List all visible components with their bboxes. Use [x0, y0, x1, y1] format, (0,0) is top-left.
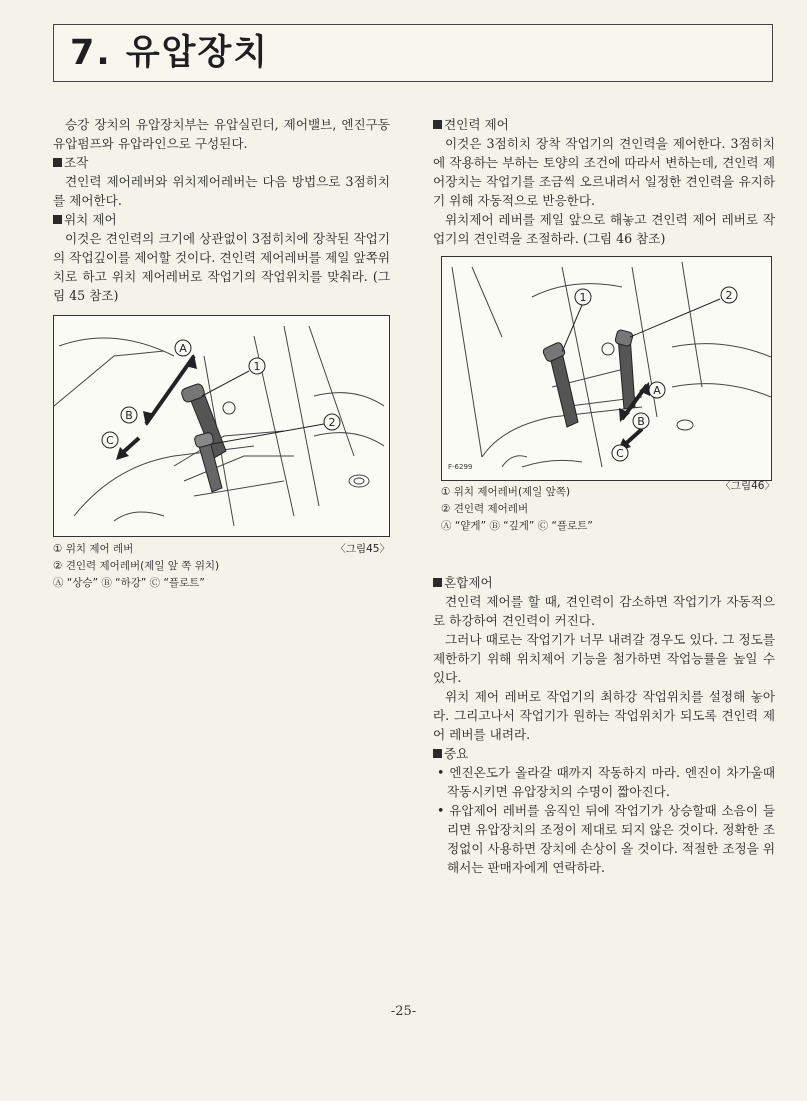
operation-paragraph: 견인력 제어레버와 위치제어레버는 다음 방법으로 3점히치를 제어한다.	[53, 174, 390, 208]
mixed-paragraph-2: 그러나 때로는 작업기가 너무 내려갈 경우도 있다. 그 정도를 제한하기 위해 위치제어 기능을 첨가하면 작업능률을 높일 수 있다.	[433, 632, 775, 685]
figure-45-caption-3: Ⓐ “상승” Ⓑ “하강” Ⓒ “플로트”	[53, 577, 205, 589]
figure-45-mark-c: C	[106, 434, 114, 447]
figure-46-label: 〈그림46〉	[720, 480, 775, 492]
figure-45-caption-2: ② 견인력 제어레버(제일 앞 쪽 위치)	[53, 560, 220, 572]
figure-46-caption-1: ① 위치 제어레버(제일 앞쪽)	[441, 486, 571, 498]
position-paragraph: 이것은 견인력의 크기에 상관없이 3점히치에 장착된 작업기의 작업깊이를 제어할 것이다. 견인력 제어레버를 제일 앞쪽위치로 하고 위치 제어레버로 작업기의 작업위치를 맞춰라. (그림 45 참조)	[53, 231, 390, 303]
important-bullet-1: • 엔진온도가 올라갈 때까지 작동하지 마라. 엔진이 차가울때 작동시키면 유압장치의 수명이 짧아진다.	[437, 765, 775, 799]
figure-45-mark-a: A	[179, 342, 187, 355]
title-box	[53, 24, 773, 82]
mixed-paragraph-3: 위치 제어 레버로 작업기의 최하강 작업위치를 설정해 놓아라. 그리고나서 작업기가 원하는 작업위치가 되도록 견인력 제어 레버를 내려라.	[433, 689, 775, 742]
heading-operation: 조작	[53, 153, 390, 172]
figure-46	[441, 256, 772, 481]
left-column	[53, 115, 390, 592]
figure-45-mark-2: 2	[328, 416, 336, 429]
square-bullet-icon	[53, 158, 62, 167]
figure-45-label: 〈그림45〉	[335, 543, 390, 555]
figure-46-mark-c: C	[616, 447, 624, 460]
figure-46-caption-2: ② 견인력 제어레버	[441, 503, 529, 515]
figure-46-mark-b: B	[637, 415, 645, 428]
square-bullet-icon	[433, 578, 442, 587]
page-number: -25-	[390, 1004, 417, 1019]
heading-position-control: 위치 제어	[53, 210, 390, 229]
figure-45-caption-1: ① 위치 제어 레버	[53, 543, 134, 555]
figure-45-mark-b: B	[125, 409, 133, 422]
heading-important: 중요	[433, 744, 775, 763]
figure-46-illustration	[442, 257, 771, 480]
square-bullet-icon	[433, 120, 442, 129]
figure-46-mark-a: A	[653, 384, 661, 397]
figure-46-caption	[441, 480, 775, 535]
mixed-paragraph-1: 견인력 제어를 할 때, 견인력이 감소하면 작업기가 자동적으로 하강하여 견인력이 커진다.	[433, 594, 775, 628]
page-title: 7. 유압장치	[70, 33, 270, 73]
heading-draft-control: 견인력 제어	[433, 115, 775, 134]
draft-paragraph-2: 위치제어 레버를 제일 앞으로 해놓고 견인력 제어 레버로 작업기의 견인력을 조절하라. (그림 46 참조)	[433, 212, 775, 246]
draft-paragraph-1: 이것은 3점히치 장착 작업기의 견인력을 제어한다. 3점히치에 작용하는 부하는 토양의 조건에 따라서 변하는데, 견인력 제어장치는 작업기를 조금씩 오르내려서 일정한 견인력을 유지하기 위해 자동적으로 반응한다.	[433, 136, 775, 208]
figure-45-mark-1: 1	[253, 360, 261, 373]
figure-46-code: F-6299	[448, 463, 473, 471]
right-column	[433, 115, 775, 877]
intro-paragraph: 승강 장치의 유압장치부는 유압실린더, 제어밸브, 엔진구동 유압펌프와 유압라인으로 구성된다.	[53, 117, 390, 151]
heading-mixed-control: 혼합제어	[433, 573, 775, 592]
important-bullet-2: • 유압제어 레버를 움직인 뒤에 작업기가 상승할때 소음이 들리면 유압장치의 조정이 제대로 되지 않은 것이다. 정확한 조정없이 사용하면 장치에 손상이 올 것이다. 적절한 조정을 위해서는 판매자에게 연락하라.	[437, 803, 776, 875]
figure-45-illustration	[54, 316, 389, 536]
figure-46-caption-3: Ⓐ “얕게” Ⓑ “깊게” Ⓒ “플로트”	[441, 520, 593, 532]
figure-45	[53, 315, 390, 537]
figure-46-mark-1: 1	[579, 291, 587, 304]
square-bullet-icon	[53, 215, 62, 224]
square-bullet-icon	[433, 749, 442, 758]
figure-45-caption	[53, 541, 390, 592]
figure-46-mark-2: 2	[725, 289, 733, 302]
